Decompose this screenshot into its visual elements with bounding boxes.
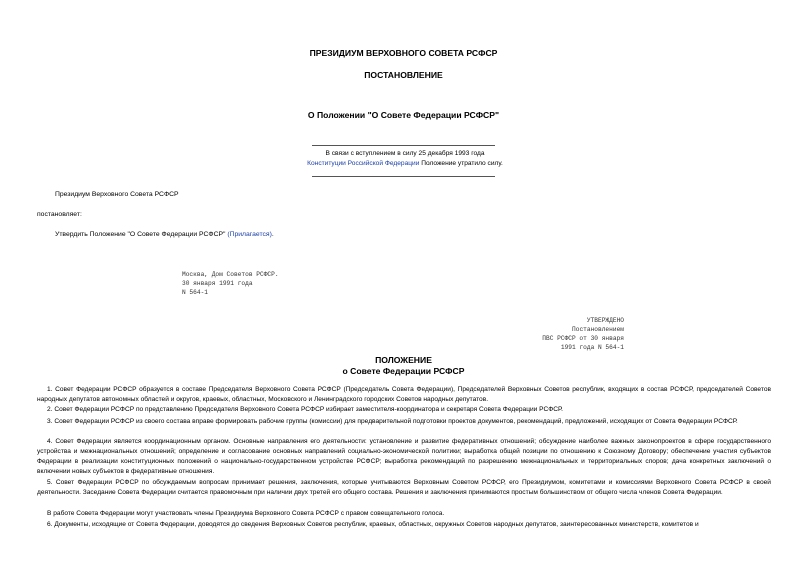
approved-line3: ПВС РСФСР от 30 января: [542, 335, 624, 342]
regulation-subtitle: о Совете Федерации РСФСР: [342, 366, 465, 376]
status-note: [300, 149, 510, 169]
approve-text: Утвердить Положение "О Совете Федерации РСФСР": [55, 231, 228, 238]
regulation-paragraph-4: 4. Совет Федерации является координационным органом. Основные направления его деятельности: установление и развитие федеративных отношений; обсуждение наиболее важных законопроектов в сфере государственного устройства и межнациональных отношений; определение и согласование основных направлений социально-экономической политики; выработка общей позиции по отношению к Союзному Договору; обеспечение участия субъектов Федерации в реализации конституционных положений о национально-государственном устройстве РСФСР; выработка рекомендаций по разрешению межнациональных и территориальных споров; дача конкретных заключений о включении новых субъектов в федеративные отношения.: [37, 438, 771, 475]
approve-line: [55, 231, 274, 238]
status-note-line2: [300, 159, 510, 169]
signature-date: 30 января 1991 года: [182, 280, 253, 287]
approve-end: .: [271, 231, 274, 238]
regulation-paragraph-3: 3. Совет Федерации РСФСР из своего состава вправе формировать рабочие группы (комиссии) для предварительной подготовки проектов документов, рекомендаций, предложений, исходящих от Совета Федерации РСФСР.: [47, 418, 738, 425]
org-heading: ПРЕЗИДИУМ ВЕРХОВНОГО СОВЕТА РСФСР: [309, 48, 498, 58]
regulation-paragraph-6: 6. Документы, исходящие от Совета Федерации, доводятся до сведения Верховных Советов республик, краевых, областных, окружных Советов народных депутатов, заинтересованных министерств, комитетов и: [47, 521, 699, 528]
approved-line2: Постановлением: [572, 326, 624, 333]
signature-number: N 564-1: [182, 289, 208, 296]
approved-line1: УТВЕРЖДЕНО: [586, 317, 624, 324]
regulation-paragraph-1: 1. Совет Федерации РСФСР образуется в составе Председателя Верховного Совета РСФСР (Председатель Совета Федерации), Председателей Верховных Советов республик, входящих в состав РСФСР, председателей Советов народных депутатов автономных областей и округов, краевых, областных, Московского и Ленинградского городских Советов народных депутатов.: [37, 386, 771, 403]
issuer-text: Президиум Верховного Совета РСФСР: [55, 191, 179, 198]
constitution-link[interactable]: Конституции Российской Федерации: [307, 160, 420, 167]
note-bottom-rule: [312, 176, 495, 177]
regulation-paragraph-5: 5. Совет Федерации РСФСР по обсуждаемым вопросам принимает решения, заключения, которые учитываются Верховным Советом РСФСР, его Президиумом, комитетами и комиссиями Верховного Совета РСФСР в своей деятельности. Заседание Совета Федерации считается правомочным при наличии двух третей его общего состава. Решения и заключения принимаются простым большинством от общего числа членов Совета Федерации.: [37, 479, 771, 496]
doc-type-heading: ПОСТАНОВЛЕНИЕ: [364, 70, 443, 80]
document-title: О Положении "О Совете Федерации РСФСР": [307, 110, 500, 120]
status-note-rest: Положение утратило силу.: [419, 160, 503, 167]
regulation-paragraph-5b: В работе Совета Федерации могут участвовать члены Президиума Верховного Совета РСФСР с правом совещательного голоса.: [47, 510, 445, 517]
resolves-text: постановляет:: [37, 211, 82, 218]
approved-line4: 1991 года N 564-1: [560, 344, 624, 351]
attachment-link[interactable]: (Прилагается): [227, 231, 272, 238]
signature-place: Москва, Дом Советов РСФСР.: [182, 271, 279, 278]
approved-block: [542, 316, 624, 352]
status-note-line1: В связи с вступлением в силу 25 декабря 1993 года: [325, 150, 485, 157]
signature-block: [182, 270, 279, 297]
note-top-rule: [312, 145, 495, 146]
regulation-title: ПОЛОЖЕНИЕ: [375, 355, 432, 365]
regulation-paragraph-2: 2. Совет Федерации РСФСР по представлению Председателя Верховного Совета РСФСР избирает заместителя-координатора и секретаря Совета Федерации РСФСР.: [47, 406, 564, 413]
